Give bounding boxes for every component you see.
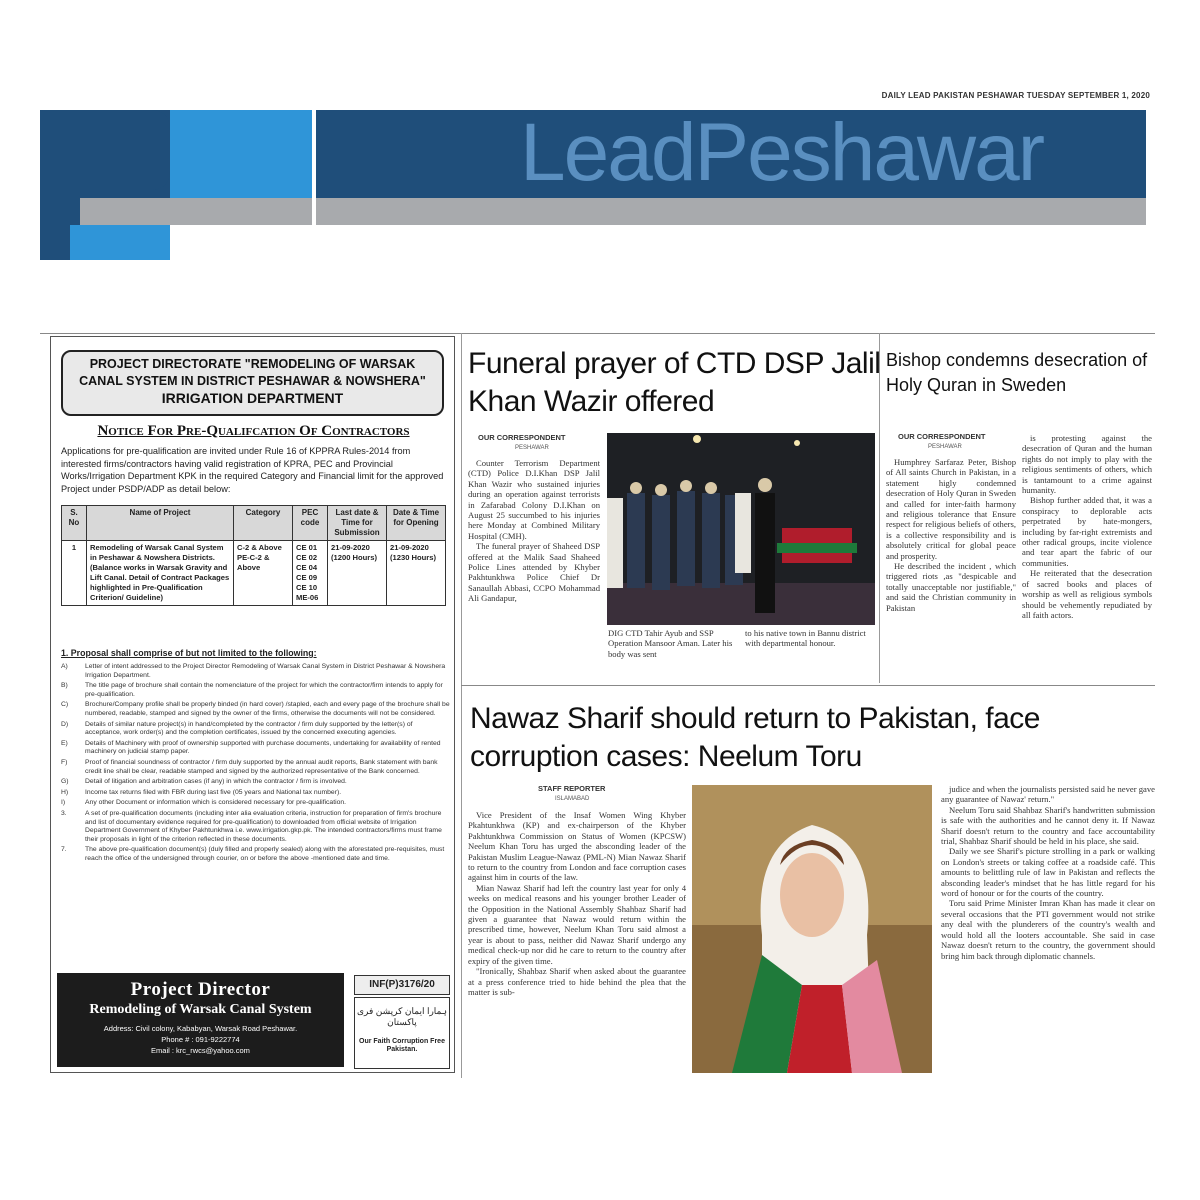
paragraph: is protesting against the desecration of Quran and the human rights do not imply to play with the religious sentiments of others, which is tantamount to a crime against humanity.: [1022, 433, 1152, 496]
article-body: [468, 458, 600, 604]
ad-footer-email: Email : krc_rwcs@yahoo.com: [151, 1046, 250, 1055]
headline-bishop: Bishop condemns desecration of Holy Quran in Sweden: [886, 350, 1148, 395]
paragraph: The funeral prayer of Shaheed DSP offered at the Malik Saad Shaheed Police Lines attended by Khyber Pakhtunkhwa Police Chief Dr Sanaullah Abbasi, CCPO Mohammad Ali Gandapur,: [468, 541, 600, 604]
list-item: [61, 682, 451, 699]
list-text: The above pre-qualification document(s) (duly filled and properly sealed) along with the aforestated pre-requisites, must reach the office of the undersigned through courier, on or before the above -mentioned date and time.: [85, 846, 445, 862]
list-item: [61, 778, 451, 787]
top-rule: [40, 333, 1155, 334]
paragraph: Mian Nawaz Sharif had left the country last year for only 4 weeks on medical reasons and his younger brother Leader of the Opposition in the National Assembly Shahbaz Sharif had given a guarantee that Nawaz would return within the prescribed time, however, Neelum Khan Toru said almost a year is about to pass, neither did Nawaz Sharif undergo any medical check-up nor did he care to return to the country after expiry of the given time.: [468, 882, 686, 966]
ad-header-line: CANAL SYSTEM IN DISTRICT PESHAWAR & NOWSHERA": [79, 374, 426, 388]
list-item: [61, 663, 451, 680]
table-header: PEC code: [293, 506, 328, 541]
paragraph: He reiterated that the desecration of sacred books and places of worship as well as religious symbols should be vehemently repudiated by all faith actors.: [1022, 568, 1152, 620]
paragraph: Vice President of the Insaf Women Wing Khyber Pkahtunkhwa (KP) and ex-chairperson of the Khyber Pakhtunkhwa Commission on Status of Women (KPCSW) Neelum Khan Toru has urged the absconding leader of the Pakistan Muslim League-Nawaz (PML-N) Mian Nawaz Sharif to return to the country from London and face corruption cases against him in courts of the law.: [468, 810, 686, 883]
list-key: C): [61, 701, 69, 709]
list-key: H): [61, 788, 69, 796]
ad-reference-number: INF(P)3176/20: [354, 975, 450, 995]
list-text: Any other Document or information which is considered necessary for pre-qualification.: [85, 799, 347, 807]
paragraph: Humphrey Sarfaraz Peter, Bishop of All saints Church in Pakistan, in a statement higly condemned desecration of Holy Quran in Sweden and called for inter-faith harmony and religious tolerance that Ensure respect for religious beliefs of others, is a collective responsibility and is absolutely critical for global peace and prosperity.: [886, 457, 1016, 561]
byline-dateline: ISLAMABAD: [555, 796, 590, 802]
list-text: Details of Machinery with proof of ownership supported with purchase documents, undertaking for availability of rented machinery on judicial stamp paper.: [85, 739, 441, 756]
byline-dateline: PESHAWAR: [515, 445, 549, 451]
byline: OUR CORRESPONDENT: [898, 432, 986, 441]
list-key: I): [61, 799, 66, 807]
seal-slogan: Our Faith Corruption Free Pakistan.: [359, 1038, 445, 1053]
byline: OUR CORRESPONDENT: [478, 433, 566, 442]
table-cell: 21-09-2020 (1200 Hours): [328, 541, 387, 606]
list-key: A): [61, 663, 68, 670]
table-cell: CE 01 CE 02 CE 04 CE 09 CE 10 ME-06: [293, 541, 328, 606]
list-key: G): [61, 778, 69, 786]
paragraph: He described the incident , which triggered riots ,as "despicable and totally unacceptable nor justifiable," and said the Christian community in Pakistan: [886, 561, 1016, 613]
paragraph: judice and when the journalists persisted said he never gave any guarantee of Nawaz' return.": [941, 784, 1155, 805]
list-item: [61, 721, 451, 738]
paragraph: Bishop further added that, it was a conspiracy to deplorable acts perpetrated by hate-mongers, including by far-right extremists and other radical groups, incite violence and tear apart the fabric of our communities.: [1022, 495, 1152, 568]
list-text: The title page of brochure shall contain the nomenclature of the project for which the contractor/firm intends to apply for pre-qualification.: [85, 682, 443, 698]
table-header: Category: [234, 506, 293, 541]
ad-intro: Applications for pre-qualification are invited under Rule 16 of KPPRA Rules-2014 from interested firms/contractors having valid registration of KPRA, PEC and Provincial Works/Irrigation Department KPK in the required Category and Financial limit for the approved Project under PSDP/ADP as detail below:: [61, 446, 444, 494]
paragraph: Toru said Prime Minister Imran Khan has made it clear on several occasions that the PTI government would not strike any deal with the plunderers of the country's wealth and would hold all the looters accountable. She said in case Nawaz doesn't return to the country, the government should bring him back through diplomatic channels.: [941, 898, 1155, 961]
ad-footer-subtitle: Remodeling of Warsak Canal System: [89, 1002, 312, 1017]
funeral-photo: [607, 433, 875, 625]
list-key: B): [61, 682, 68, 690]
list-item: [61, 799, 451, 808]
ad-header-line: PROJECT DIRECTORATE "REMODELING OF WARSAK: [89, 357, 416, 371]
masthead-gray-band: [316, 198, 1146, 225]
list-key: E): [61, 739, 68, 747]
headline-funeral: Funeral prayer of CTD DSP Jalil Khan Wazir offered: [468, 347, 881, 418]
list-text: Proof of financial soundness of contractor / firm duly supported by the annual audit reports, Bank statement with bank credit line shall be clear, readable stamped and signed by the authorized representative of the Bank concerned.: [85, 758, 438, 775]
ad-footer-address: Address: Civil colony, Kababyan, Warsak Road Peshawar.: [103, 1024, 298, 1033]
section-rule: [461, 685, 1155, 686]
column-divider: [461, 333, 462, 1078]
table-cell: Remodeling of Warsak Canal System in Peshawar & Nowshera Districts. (Balance works in Warsak Gravity and Lift Canal. Detail of Contract Packages highlighted in Pre-Qualification Criterion/ Guideline): [87, 541, 234, 606]
paragraph: Daily we see Sharif's picture strolling in a park or walking on London's streets or taking coffee at a roadside café. This amounts to belittling rule of law in Pakistan and reflects the absconding leader's mindset that he has little regard for his word of honour or for the courts of the country.: [941, 846, 1155, 899]
ad-list-title: 1. Proposal shall comprise of but not limited to the following:: [61, 648, 317, 658]
ad-notice-title: Notice For Pre-Qualifcation Of Contractors: [97, 423, 410, 439]
tender-advertisement: [50, 336, 455, 1073]
paragraph: "Ironically, Shahbaz Sharif when asked about the guarantee at a press conference tried to hide behind the plea that the matter is sub-: [468, 966, 686, 997]
list-key: F): [61, 758, 68, 766]
byline: STAFF REPORTER: [538, 784, 606, 793]
list-item: [61, 810, 451, 844]
list-text: Details of similar nature project(s) in hand/completed by the contractor / firm duly supported by the letter(s) of acceptance, work order(s) and the completion certificates, issued by the concerned executing agencies.: [85, 720, 413, 737]
list-item: [61, 701, 451, 718]
dateline: DAILY LEAD PAKISTAN PESHAWAR TUESDAY SEPTEMBER 1, 2020: [881, 91, 1150, 100]
list-text: Letter of intent addressed to the Project Director Remodeling of Warsak Canal System in District Peshawar & Nowshera Irrigation Department.: [85, 663, 446, 679]
ad-footer-phone: Phone # : 091-9222774: [161, 1035, 240, 1044]
masthead-title: LeadPeshawar: [520, 107, 1044, 198]
newspaper-logo: [40, 110, 312, 260]
table-row: [62, 541, 446, 606]
ad-header: [61, 350, 444, 416]
ad-header-line: IRRIGATION DEPARTMENT: [161, 390, 344, 406]
ad-seal: [354, 997, 450, 1069]
ad-table: [61, 505, 446, 606]
byline-dateline: PESHAWAR: [928, 444, 962, 450]
ad-footer-title: Project Director: [130, 979, 271, 1000]
table-header: Date & Time for Opening: [387, 506, 446, 541]
table-cell: 21-09-2020 (1230 Hours): [387, 541, 446, 606]
list-item: [61, 789, 451, 798]
article-body: [1022, 433, 1152, 620]
list-text: Income tax returns filed with FBR during last five (05 years and National tax number).: [85, 788, 342, 796]
ad-requirements-list: [61, 663, 451, 865]
table-header: Name of Project: [87, 506, 234, 541]
list-key: D): [61, 720, 69, 728]
table-cell: 1: [62, 541, 87, 606]
list-text: A set of pre-qualification documents (including inter alia evaluation criteria, instruction for preparation of firm's brochure and list of documentary evidence required for pre-qualification) to downloaded from official website of Irrigation Department Government of Khyber Pakhtunkhwa i.e. www.irrigation.gkp.pk. The intended contractors/firms must frame their proposals in light of the criterion reflected in these documents.: [85, 809, 442, 843]
paragraph: Counter Terrorism Department (CTD) Police D.I.Khan DSP Jalil Khan Wazir who sustained injuries during an operation against terrorists in Zafarabad Colony D.I.Khan on August 25 succumbed to his injuries here Monday at Combined Military Hospital (CMH).: [468, 458, 600, 541]
list-key: 7.: [61, 846, 67, 854]
neelum-toru-photo: [692, 785, 932, 1073]
list-text: Detail of litigation and arbitration cases (if any) in which the contractor / firm is involved.: [85, 778, 347, 786]
photo-caption: DIG CTD Tahir Ayub and SSP Operation Mansoor Aman. Later his body was sent: [608, 628, 733, 659]
table-header: S. No: [62, 506, 87, 541]
headline-nawaz: Nawaz Sharif should return to Pakistan, face corruption cases: Neelum Toru: [470, 702, 1040, 773]
list-item: [61, 740, 451, 757]
table-cell: C-2 & Above PE-C-2 & Above: [234, 541, 293, 606]
seal-urdu-text: ہمارا ایمان کرپشن فری پاکستان: [356, 1006, 448, 1027]
article-continuation: to his native town in Bannu district with departmental honour.: [745, 628, 866, 649]
article-body: [941, 784, 1155, 961]
article-body: [886, 457, 1016, 613]
table-header: Last date & Time for Submission: [328, 506, 387, 541]
list-text: Brochure/Company profile shall be properly binded (in hard cover) /stapled, each and every page of the brochure shall be numbered, readable, stamped and signed by the owner of the firms, otherwise the documents will not be considered.: [85, 701, 450, 717]
ad-footer: [57, 973, 344, 1067]
list-item: [61, 846, 451, 863]
paragraph: Neelum Toru said Shahbaz Sharif's handwritten submission is safe with the authorities and he cannot deny it. If Nawaz Sharif doesn't return to the country and face accountability trial, Shahbaz Sharif should be held in his place, she said.: [941, 804, 1155, 847]
article-body: [468, 810, 686, 997]
list-item: [61, 759, 451, 776]
list-key: 3.: [61, 809, 67, 817]
